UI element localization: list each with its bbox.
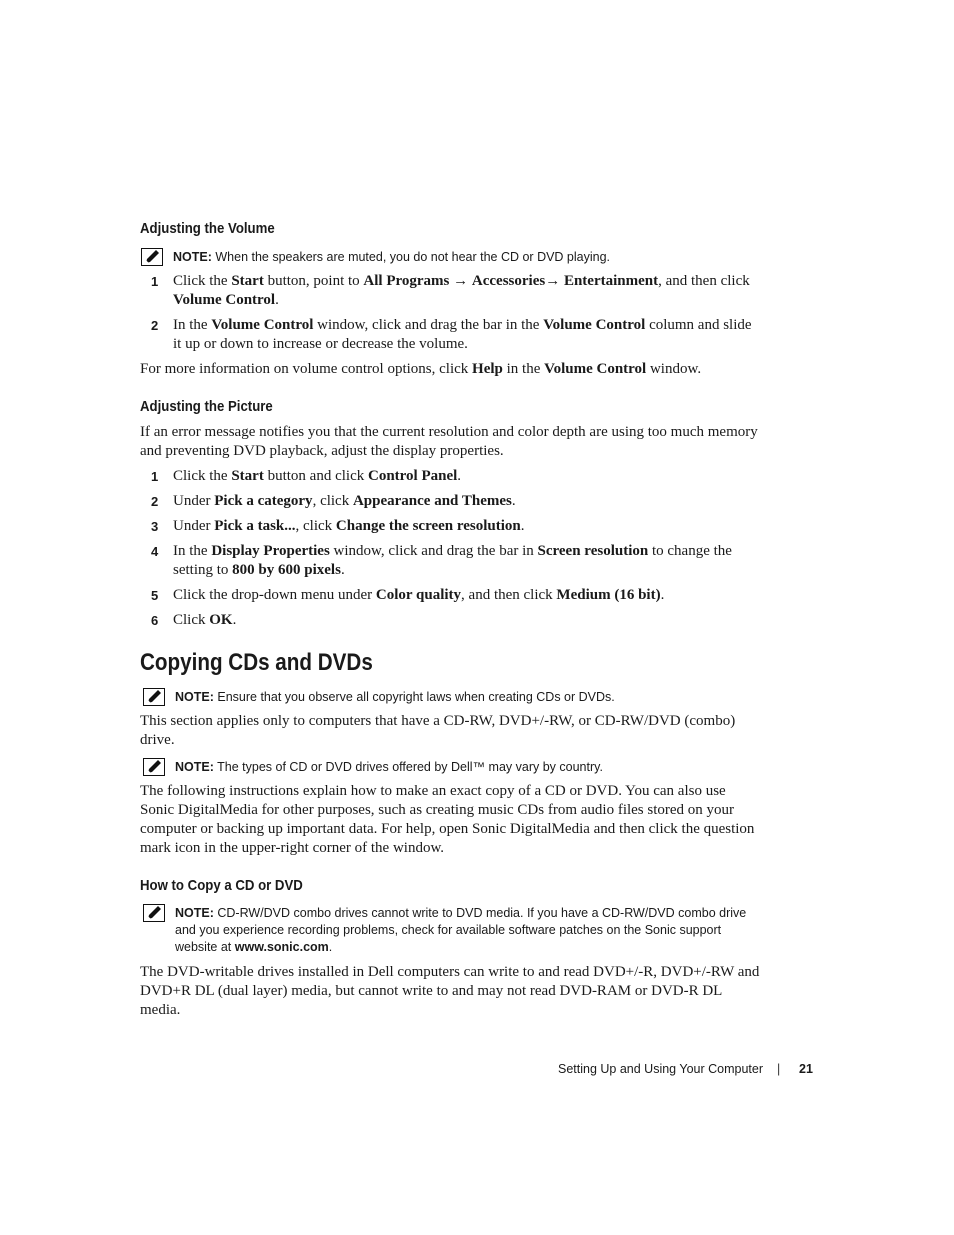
heading-copying-cds-dvds: Copying CDs and DVDs xyxy=(140,649,373,676)
note-drive-types: NOTE: The types of CD or DVD drives offered by Dell™ may vary by country. xyxy=(175,760,603,774)
picture-step-6: Click OK. xyxy=(173,612,237,628)
step-number: 2 xyxy=(151,318,159,333)
picture-intro-paragraph: If an error message notifies you that the current resolution and color depth are using too much memory and preventing DVD playback, adjust the display properties. xyxy=(140,424,758,459)
step-number: 3 xyxy=(151,519,159,534)
footer-separator: | xyxy=(777,1062,781,1076)
heading-how-to-copy: How to Copy a CD or DVD xyxy=(140,877,303,894)
picture-step-4: In the Display Properties window, click and drag the bar in Screen resolution to change the setting to 800 by 600 pixels. xyxy=(173,543,732,578)
note-speakers-muted: NOTE: When the speakers are muted, you do not hear the CD or DVD playing. xyxy=(173,250,611,264)
heading-adjusting-volume: Adjusting the Volume xyxy=(140,220,275,237)
picture-step-1: Click the Start button and click Control Panel. xyxy=(173,468,462,484)
sonic-website-link[interactable]: www.sonic.com xyxy=(234,940,329,954)
step-number: 6 xyxy=(151,613,159,628)
step-number: 1 xyxy=(151,274,159,289)
volume-more-info-paragraph: For more information on volume control options, click Help in the Volume Control window. xyxy=(140,361,702,377)
volume-step-2: In the Volume Control window, click and drag the bar in the Volume Control column and slide it up or down to increase or decrease the volume. xyxy=(173,317,752,352)
step-number: 4 xyxy=(151,544,159,559)
dvd-writable-paragraph: The DVD-writable drives installed in Dell computers can write to and read DVD+/-R, DVD+/-RW and DVD+R DL (dual layer) media, but cannot write to and may not read DVD-RAM or DVD-R DL media. xyxy=(140,964,760,1018)
copy-applies-paragraph: This section applies only to computers that have a CD-RW, DVD+/-RW, or CD-RW/DVD (combo) drive. xyxy=(140,713,736,748)
footer-page-number: 21 xyxy=(799,1062,813,1076)
picture-step-5: Click the drop-down menu under Color quality, and then click Medium (16 bit). xyxy=(173,587,665,603)
step-number: 1 xyxy=(151,469,159,484)
heading-adjusting-picture: Adjusting the Picture xyxy=(140,398,273,415)
note-pencil-icon xyxy=(143,758,165,776)
footer-chapter-title: Setting Up and Using Your Computer xyxy=(558,1062,763,1076)
note-combo-drives: NOTE: CD-RW/DVD combo drives cannot write to DVD media. If you have a CD-RW/DVD combo drive and you experience recording problems, check for available software patches on the Sonic support website at www.sonic.com. xyxy=(175,906,747,954)
step-number: 5 xyxy=(151,588,159,603)
picture-step-2: Under Pick a category, click Appearance and Themes. xyxy=(173,493,516,509)
step-number: 2 xyxy=(151,494,159,509)
copy-instructions-paragraph: The following instructions explain how to make an exact copy of a CD or DVD. You can also use Sonic DigitalMedia for other purposes, such as creating music CDs from audio files stored on your computer or backing up important data. For help, open Sonic DigitalMedia and then click the question mark icon in the upper-right corner of the window. xyxy=(140,783,755,856)
note-pencil-icon xyxy=(141,248,163,266)
volume-step-1: Click the Start button, point to All Programs → Accessories→ Entertainment, and then click Volume Control. xyxy=(173,273,750,308)
note-pencil-icon xyxy=(143,688,165,706)
note-copyright-laws: NOTE: Ensure that you observe all copyright laws when creating CDs or DVDs. xyxy=(175,690,615,704)
picture-step-3: Under Pick a task..., click Change the screen resolution. xyxy=(173,518,525,534)
note-pencil-icon xyxy=(143,904,165,922)
